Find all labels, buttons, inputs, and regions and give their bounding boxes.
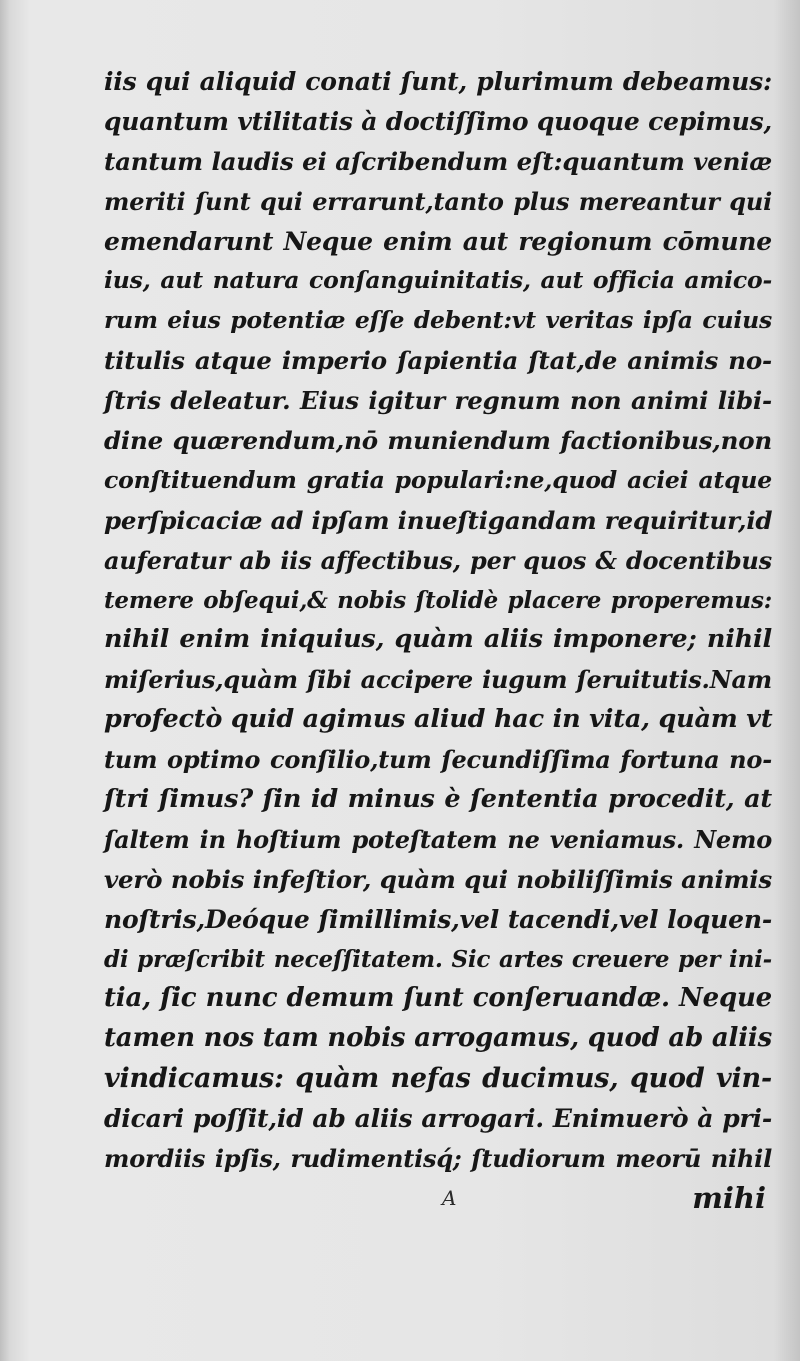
text-line: nihil enim iniquius, quàm aliis imponere; nihil <box>104 624 772 655</box>
text-line: perſpicaciæ ad ipſam inueſtigandam requiritur,id <box>104 505 773 535</box>
text-line: verò nobis infeſtior, quàm qui nobiliſſimis animis <box>104 864 772 894</box>
text-line: tum optimo conſilio,tum ſecundiſſima fortuna no- <box>104 745 772 775</box>
text-line: vindicamus: quàm nefas ducimus, quod vin- <box>104 1063 772 1095</box>
text-line: ſtris deleatur. Eius igitur regnum non animi libi- <box>104 386 772 416</box>
page-edge-shadow <box>774 0 800 1361</box>
text-line: di præſcribit neceſſitatem. Sic artes creuere per ini- <box>104 945 772 973</box>
text-line: miſerius,quàm ſibi accipere iugum ſeruitutis.Nam <box>104 665 772 695</box>
text-line: dicari poſſit,id ab aliis arrogari. Enimuerò à pri- <box>104 1104 772 1134</box>
text-line: rum eius potentiæ eſſe debent:vt veritas ipſa cuius <box>104 306 772 335</box>
text-line: ius, aut natura conſanguinitatis, aut officia amico- <box>104 266 772 295</box>
footer-line <box>104 1179 772 1219</box>
text-line: tia, ſic nunc demum ſunt conſeruandæ. Neque <box>104 983 772 1014</box>
text-line: emendarunt Neque enim aut regionum cōmune <box>104 226 772 256</box>
text-line: profectò quid agimus aliud hac in vita, quàm vt <box>104 704 773 735</box>
text-line: tantum laudis ei aſcribendum eſt:quantum veniæ <box>104 146 772 176</box>
text-line: temere obſequi,& nobis ſtolidè placere properemus: <box>104 586 772 614</box>
text-line: noſtris,Deóque ſimillimis,vel tacendi,vel loquen- <box>104 904 772 934</box>
text-line: auferatur ab iis affectibus, per quos & docentibus <box>104 545 772 575</box>
text-line: ſtri ſimus? ſin id minus è ſententia procedit, at <box>104 784 772 815</box>
text-line: conſtituendum gratia populari:ne,quod aciei atque <box>104 465 772 494</box>
text-line: tamen nos tam nobis arrogamus, quod ab aliis <box>104 1023 773 1054</box>
signature-mark: A <box>442 1185 457 1210</box>
text-line: mordiis ipſis, rudimentisq́; ſtudiorum meorū nihil <box>104 1144 772 1174</box>
catchword: mihi <box>692 1180 766 1215</box>
text-line: titulis atque imperio ſapientia ſtat,de animis no- <box>104 346 772 376</box>
text-line: dine quærendum,nō muniendum factionibus,non <box>104 426 772 456</box>
text-line: meriti ſunt qui errarunt,tanto plus mereantur qui <box>104 186 772 216</box>
text-line: iis qui aliquid conati ſunt, plurimum debeamus: <box>104 67 772 96</box>
text-block <box>104 62 772 1219</box>
text-line: quantum vtilitatis à doctiſſimo quoque cepimus, <box>104 106 772 136</box>
text-line: ſaltem in hoſtium poteſtatem ne veniamus. Nemo <box>104 824 772 854</box>
